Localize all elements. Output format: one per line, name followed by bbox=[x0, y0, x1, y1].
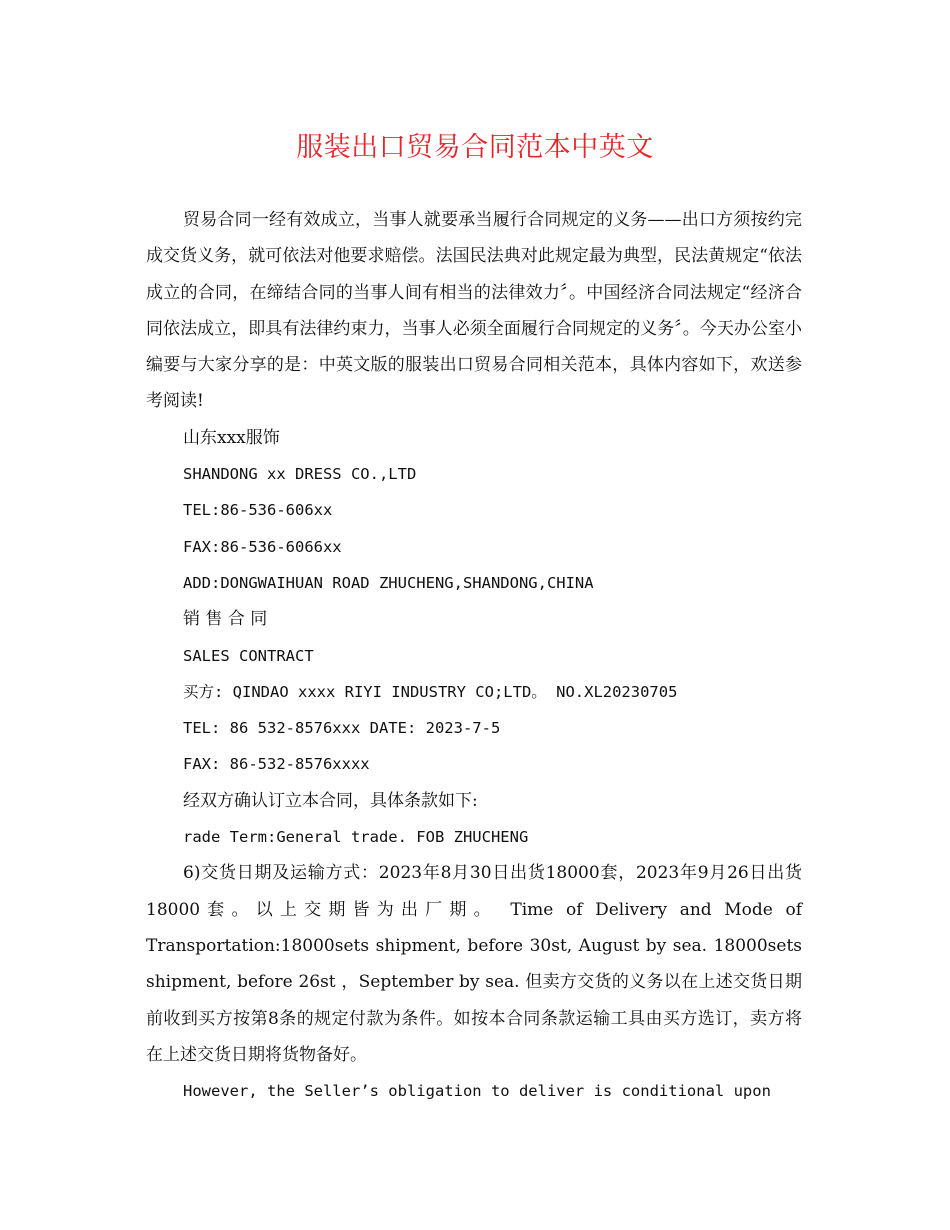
buyer-line: 买方: QINDAO xxxx RIYI INDUSTRY CO;LTD。 NO.XL20230705 bbox=[183, 682, 678, 701]
company-name-cn: 山东xxx服饰 bbox=[183, 427, 280, 448]
company-name-en: SHANDONG xx DRESS CO.,LTD bbox=[183, 465, 417, 484]
obligation-paragraph: However, the Seller’s obligation to deliver is conditional upon bbox=[183, 1082, 771, 1101]
company-address: ADD:DONGWAIHUAN ROAD ZHUCHENG,SHANDONG,CHINA bbox=[183, 573, 594, 592]
contract-title-cn: 销 售 合 同 bbox=[183, 609, 268, 630]
trade-term-line: rade Term:General trade. FOB ZHUCHENG bbox=[183, 828, 529, 847]
company-fax: FAX:86-536-6066xx bbox=[183, 537, 342, 556]
buyer-fax: FAX: 86-532-8576xxxx bbox=[183, 755, 370, 774]
delivery-paragraph: 6)交货日期及运输方式：2023年8月30日出货18000套，2023年9月26日出货18000套。以上交期皆为出厂期。 Time of Delivery and Mode of Transportation:18000sets shipment, before 30st, August by sea. 18000sets shipment, before 26st ，September by sea. 但卖方交货的义务以在上述交货日期前收到买方按第8条的规定付款为条件。如按本合同条款运输工具由买方选订，卖方将在上述交货日期将货物备好。 bbox=[146, 863, 802, 1065]
company-tel: TEL:86-536-606xx bbox=[183, 501, 333, 520]
buyer-tel-date: TEL: 86 532-8576xxx DATE: 2023-7-5 bbox=[183, 719, 501, 738]
contract-title-en: SALES CONTRACT bbox=[183, 646, 314, 665]
intro-paragraph: 贸易合同一经有效成立，当事人就要承当履行合同规定的义务——出口方须按约完成交货义务，就可依法对他要求赔偿。法国民法典对此规定最为典型，民法黄规定“依法成立的合同，在缔结合同的当事人间有相当的法律效力〞。中国经济合同法规定“经济合同依法成立，即具有法律约束力，当事人必须全面履行合同规定的义务〞。今天办公室小编要与大家分享的是：中英文版的服装出口贸易合同相关范本，具体内容如下，欢送参考阅读! bbox=[146, 210, 802, 412]
confirmation-line: 经双方确认订立本合同，具体条款如下: bbox=[183, 790, 478, 811]
document-title: 服装出口贸易合同范本中英文 bbox=[296, 132, 654, 163]
document-body bbox=[146, 202, 802, 1109]
